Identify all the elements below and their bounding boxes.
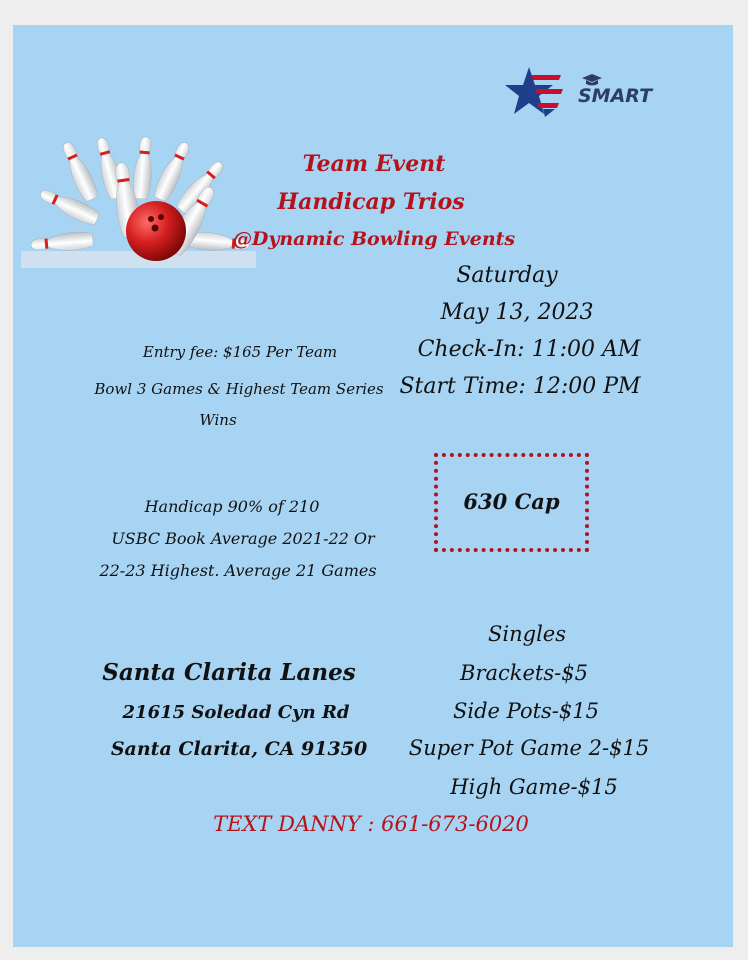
start-time: Start Time: 12:00 PM xyxy=(399,374,641,399)
check-in-time: Check-In: 11:00 AM xyxy=(417,337,641,362)
event-date: May 13, 2023 xyxy=(440,300,594,325)
venue-name: Santa Clarita Lanes xyxy=(102,659,356,686)
usbc-star-icon xyxy=(503,63,573,123)
singles-item: Brackets-$5 xyxy=(460,661,588,685)
bowling-pins-image xyxy=(21,133,256,268)
event-title-line2: Handicap Trios xyxy=(277,189,465,215)
flyer xyxy=(13,25,733,947)
event-title-line3: @Dynamic Bowling Events xyxy=(232,228,516,250)
event-title-line1: Team Event xyxy=(302,151,446,177)
format-line1: Bowl 3 Games & Highest Team Series xyxy=(94,380,384,398)
contact-text: TEXT DANNY : 661-673-6020 xyxy=(213,812,529,836)
entry-fee: Entry fee: $165 Per Team xyxy=(142,343,338,361)
singles-item: Super Pot Game 2-$15 xyxy=(408,736,650,760)
logo-text: SMART xyxy=(578,85,653,107)
handicap-line3: 22-23 Highest. Average 21 Games xyxy=(99,561,377,580)
format-line2: Wins xyxy=(199,411,237,429)
handicap-line2: USBC Book Average 2021-22 Or xyxy=(111,529,375,548)
singles-title: Singles xyxy=(488,622,566,646)
cap-box xyxy=(434,453,589,552)
event-day: Saturday xyxy=(456,263,558,288)
singles-item: Side Pots-$15 xyxy=(453,699,599,723)
handicap-line1: Handicap 90% of 210 xyxy=(144,497,320,516)
venue-street: 21615 Soledad Cyn Rd xyxy=(122,702,350,723)
venue-city: Santa Clarita, CA 91350 xyxy=(110,738,368,760)
smart-logo xyxy=(503,63,688,123)
cap-text: 630 Cap xyxy=(463,489,560,514)
singles-item: High Game-$15 xyxy=(450,775,618,799)
